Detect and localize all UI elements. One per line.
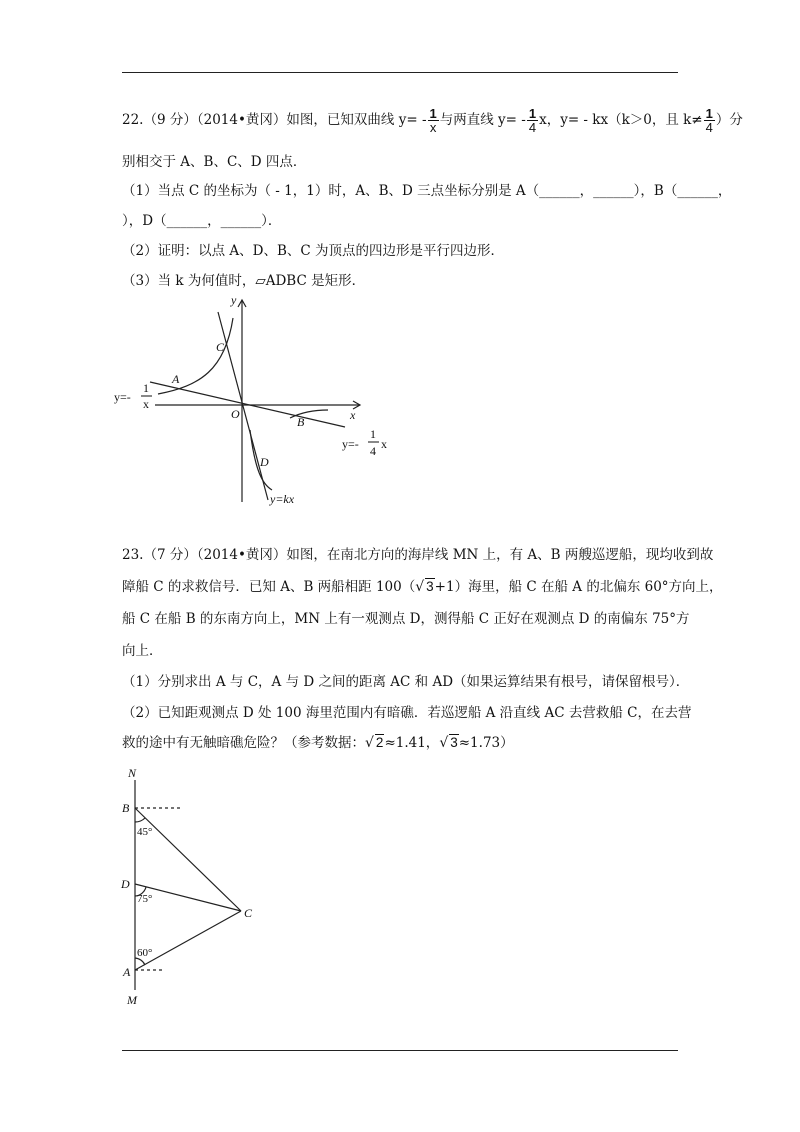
q23-text-e: ≈1.73） [458,735,514,751]
q22-line-1 [122,107,743,134]
label-m: M [127,993,137,1007]
q22-line-3: （1）当点 C 的坐标为（ - 1，1）时，A、B、D 三点坐标分别是 A（______，______），B（______， [122,183,732,199]
sqrt-symbol: √ [365,735,374,751]
label-point-d: D [260,455,269,469]
q23-line-3: 船 C 在船 B 的东南方向上，MN 上有一观测点 D，测得船 C 正好在观测点 D 的南偏东 75°方 [122,611,690,627]
q23-text-c: 救的途中有无触暗礁危险？（参考数据： [122,735,365,751]
q22-frac-1: $\frac{1}{x}$ [429,106,437,135]
label-point-a: A [172,372,180,386]
q23-radicand-3: 3 [450,735,458,750]
label-left-eq: y=- [114,390,131,404]
label-left-den: x [143,397,149,411]
line-y-kx [218,312,268,500]
bottom-rule [122,1050,678,1051]
label-x-axis: x [350,408,356,422]
label-angle-a: 60° [137,947,153,959]
q22-text-c: x，y= - kx（k＞0，且 k≠ [539,112,703,128]
q22-line-4: ），D（______，______）． [122,213,282,229]
arc-a [135,958,145,965]
q23-line-5: （1）分别求出 A 与 C，A 与 D 之间的距离 AC 和 AD（如果运算结果有根号，请保留根号）． [122,674,690,690]
q22-line-2: 别相交于 A、B、C、D 四点． [122,154,307,170]
label-y-kx: y=kx [270,492,295,506]
sqrt-symbol: √ [439,735,449,751]
label-origin: O [231,407,240,421]
q22-text-d: ）分 [715,112,743,128]
label-b: B [122,801,130,815]
q23-text-d: ≈1.41， [384,735,440,751]
label-right-x: x [381,437,387,451]
q22-line-5: （2）证明：以点 A、D、B、C 为顶点的四边形是平行四边形． [122,243,504,259]
q23-line-1: 23.（7 分）（2014•黄冈）如图，在南北方向的海岸线 MN 上，有 A、B 两艘巡逻船，现均收到故 [122,547,714,563]
q22-frac-2: $\frac{1}{4}$ [528,106,537,135]
q23-line-2 [122,577,723,597]
q23-radicand: 3 [426,579,434,594]
label-right-eq: y=- [342,437,359,451]
label-c: C [244,906,253,920]
hyperbola-left-branch [158,318,233,394]
label-point-c: C [216,340,225,354]
arc-b [135,818,145,822]
q22-text-b: 与两直线 y= - [439,112,526,128]
q22-figure [110,290,410,512]
q23-text-a: 障船 C 的求救信号．已知 A、B 两船相距 100（ [122,579,416,595]
q23-line-4: 向上． [122,643,163,659]
q22-text-a: 22.（9 分）（2014•黄冈）如图，已知双曲线 y= - [122,112,427,128]
q22-frac-3: $\frac{1}{4}$ [705,106,713,135]
q23-radicand-2: 2 [375,735,384,750]
q23-text-b: +1）海里，船 C 在船 A 的北偏东 60°方向上， [434,579,723,595]
hyperbola-right-tail [290,410,328,418]
label-angle-b: 45° [137,826,153,838]
q23-line-7 [122,733,514,753]
segment-ac [135,911,241,970]
label-angle-d: 75° [137,893,153,905]
label-right-num: 1 [370,427,376,441]
label-a: A [123,965,131,979]
q23-line-6: （2）已知距观测点 D 处 100 海里范围内有暗礁．若巡逻船 A 沿直线 AC 去营救船 C，在去营 [122,705,692,721]
q22-line-6: （3）当 k 为何值时，▱ADBC 是矩形． [122,273,366,289]
label-y-axis: y [231,293,237,307]
label-right-den: 4 [370,444,376,458]
sqrt-symbol: √ [415,579,425,595]
top-rule [122,72,678,73]
q23-figure [115,760,265,1010]
label-d: D [121,877,130,891]
label-n: N [128,766,137,780]
label-point-b: B [297,415,305,429]
label-left-num: 1 [143,381,149,395]
